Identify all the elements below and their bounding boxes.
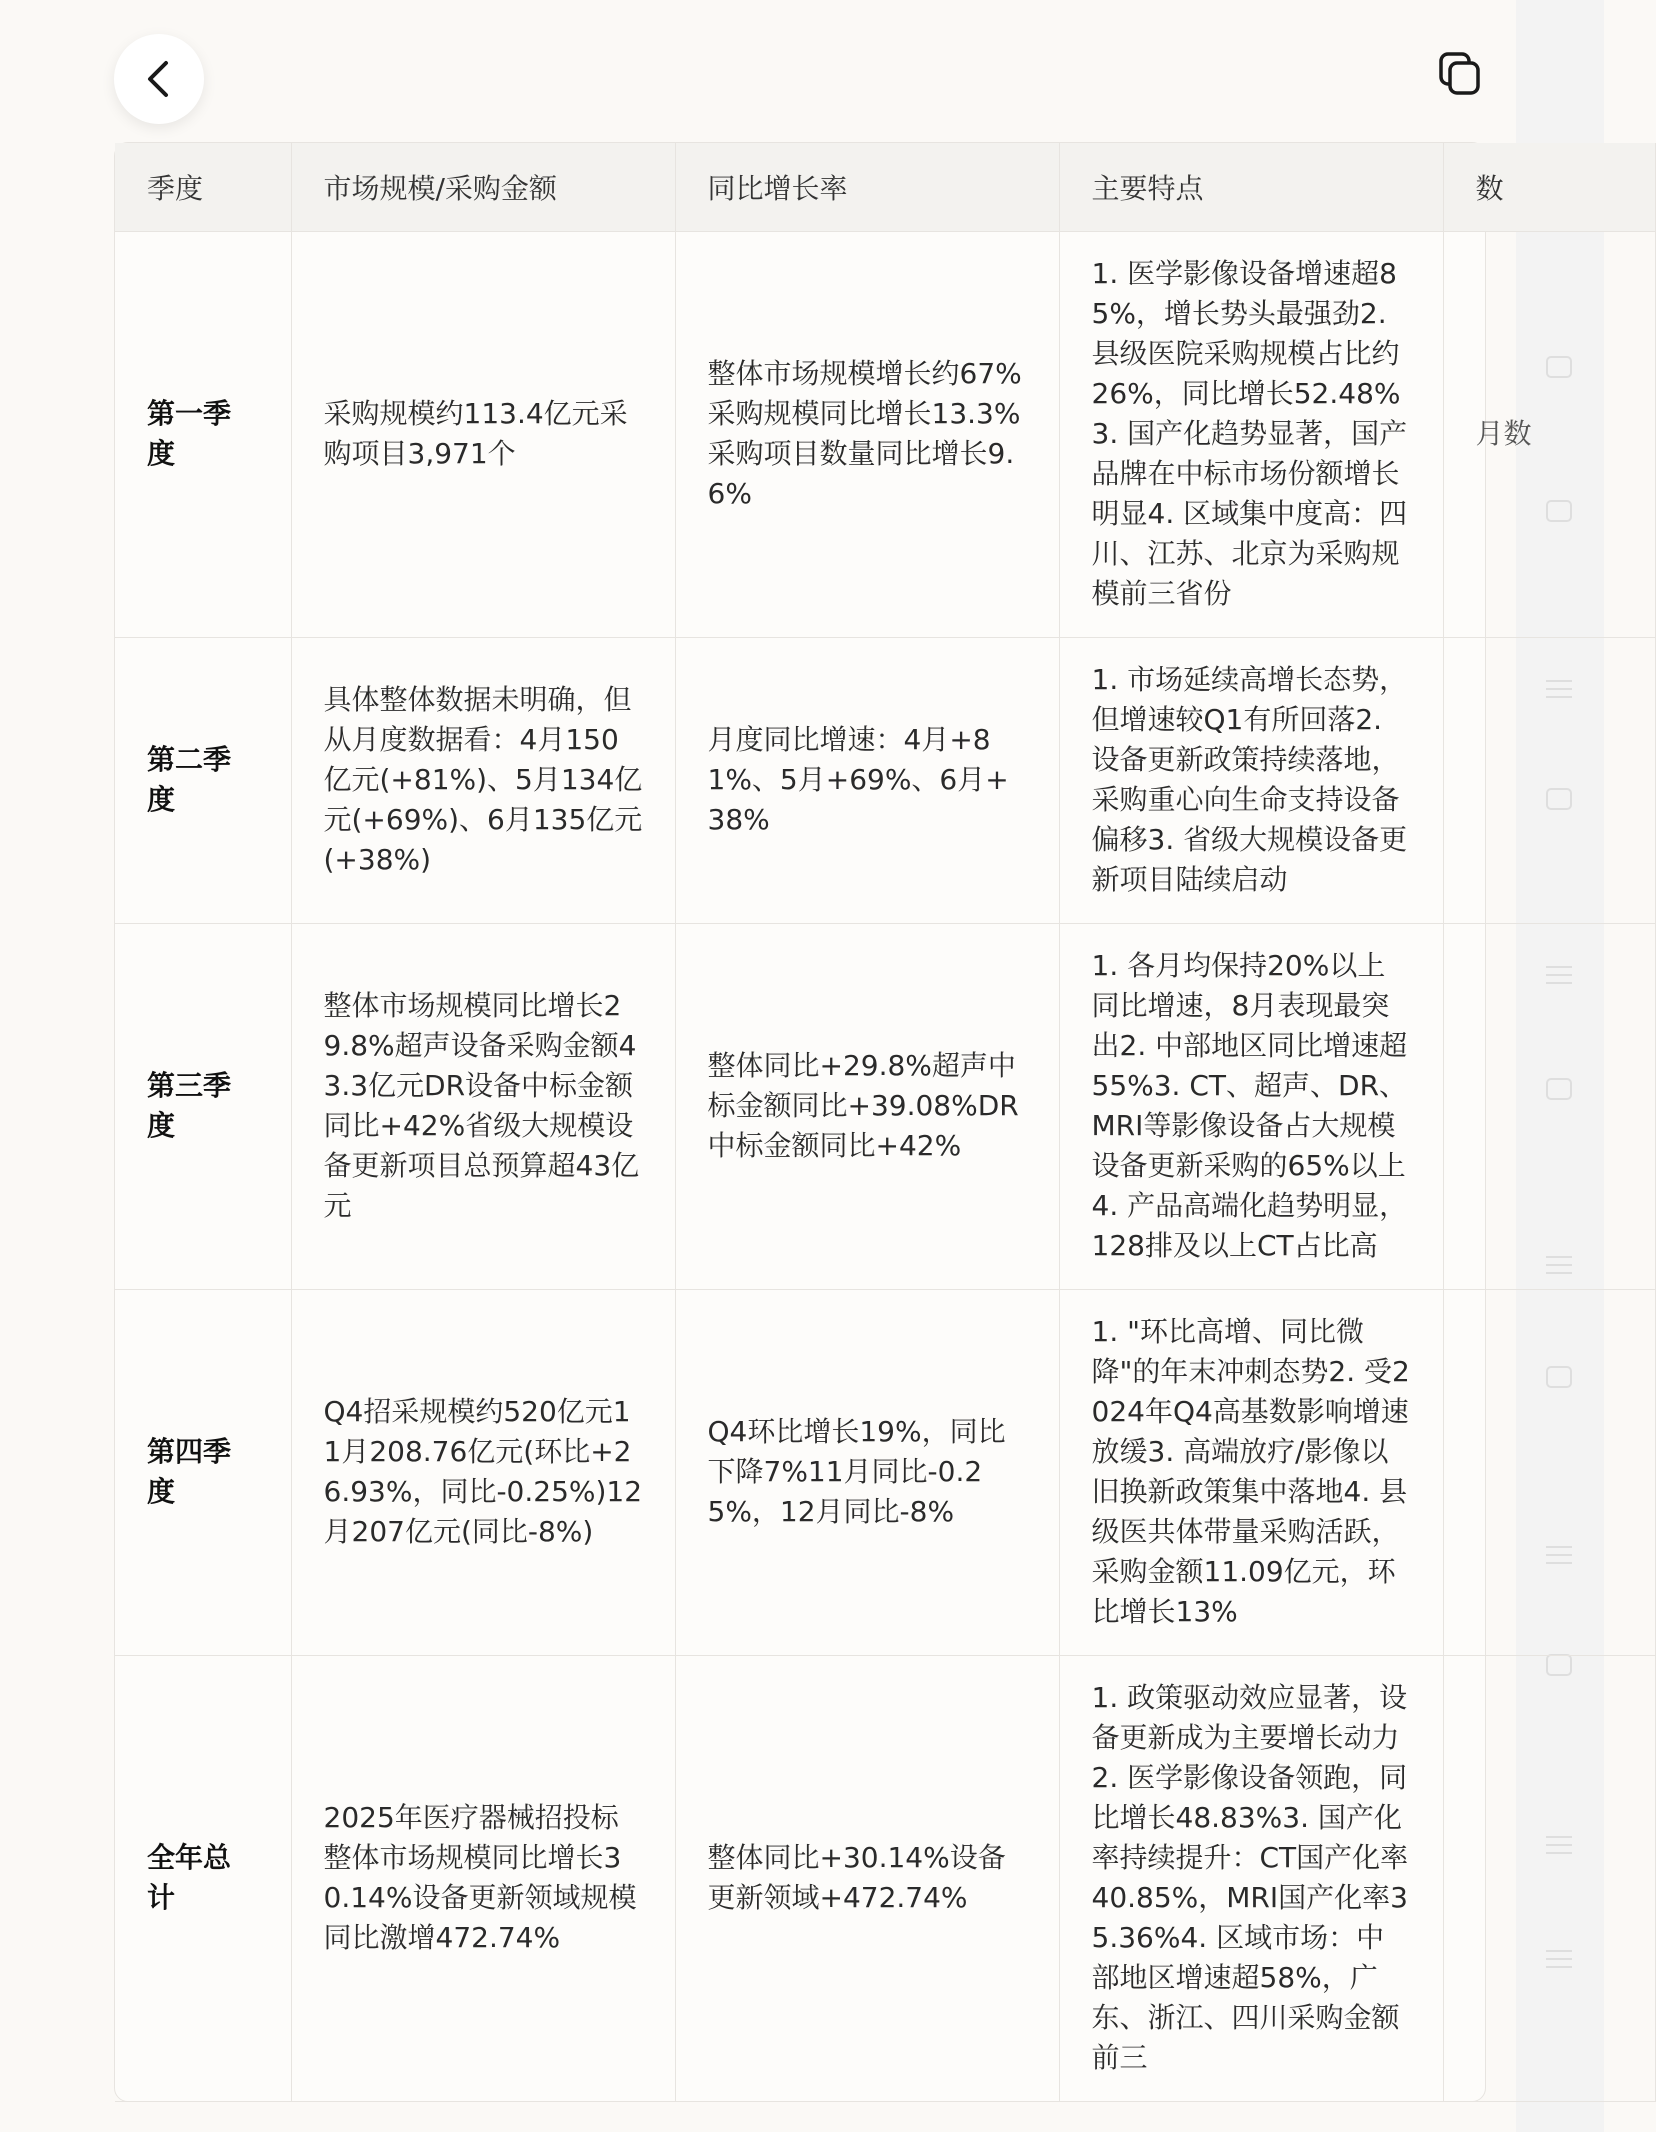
header-features: 主要特点 [1059, 143, 1443, 231]
table-row [115, 1655, 1655, 2101]
extra-cell [1443, 1289, 1655, 1655]
scale-cell: 具体整体数据未明确，但从月度数据看：4月150亿元(+81%)、5月134亿元(+69%)、6月135亿元(+38%) [291, 637, 675, 923]
copy-icon [1437, 50, 1483, 98]
extra-cell [1443, 637, 1655, 923]
quarter-cell: 第一季度 [115, 231, 291, 637]
features-cell: 1. 市场延续高增长态势，但增速较Q1有所回落2. 设备更新政策持续落地，采购重心向生命支持设备偏移3. 省级大规模设备更新项目陆续启动 [1059, 637, 1443, 923]
quarter-cell: 全年总计 [115, 1655, 291, 2101]
growth-cell: 月度同比增速：4月+81%、5月+69%、6月+38% [675, 637, 1059, 923]
table-row [115, 231, 1655, 637]
features-cell: 1. 各月均保持20%以上同比增速，8月表现最突出2. 中部地区同比增速超55%3. CT、超声、DR、MRI等影像设备占大规模设备更新采购的65%以上4. 产品高端化趋势明显，128排及以上CT占比高 [1059, 923, 1443, 1289]
growth-cell: Q4环比增长19%，同比下降7%11月同比-0.25%，12月同比-8% [675, 1289, 1059, 1655]
table-row [115, 637, 1655, 923]
features-cell: 1. "环比高增、同比微降"的年末冲刺态势2. 受2024年Q4高基数影响增速放缓3. 高端放疗/影像以旧换新政策集中落地4. 县级医共体带量采购活跃，采购金额11.09亿元，环比增长13% [1059, 1289, 1443, 1655]
quarter-cell: 第四季度 [115, 1289, 291, 1655]
quarter-cell: 第二季度 [115, 637, 291, 923]
copy-button[interactable] [1430, 44, 1490, 104]
back-button[interactable] [114, 34, 204, 124]
scale-cell: 采购规模约113.4亿元采购项目3,971个 [291, 231, 675, 637]
scale-cell: 整体市场规模同比增长29.8%超声设备采购金额43.3亿元DR设备中标金额同比+42%省级大规模设备更新项目总预算超43亿元 [291, 923, 675, 1289]
extra-cell: 月数 [1443, 231, 1655, 637]
table-row [115, 1289, 1655, 1655]
data-table[interactable] [114, 142, 1532, 2102]
growth-cell: 整体市场规模增长约67%采购规模同比增长13.3%采购项目数量同比增长9.6% [675, 231, 1059, 637]
extra-cell [1443, 923, 1655, 1289]
header-growth: 同比增长率 [675, 143, 1059, 231]
header-scale: 市场规模/采购金额 [291, 143, 675, 231]
extra-cell [1443, 1655, 1655, 2101]
table-header-row [115, 143, 1655, 231]
table-row [115, 923, 1655, 1289]
chevron-left-icon [142, 59, 176, 99]
quarter-cell: 第三季度 [115, 923, 291, 1289]
scale-cell: 2025年医疗器械招投标整体市场规模同比增长30.14%设备更新领域规模同比激增472.74% [291, 1655, 675, 2101]
features-cell: 1. 医学影像设备增速超85%，增长势头最强劲2. 县级医院采购规模占比约26%，同比增长52.48%3. 国产化趋势显著，国产品牌在中标市场份额增长明显4. 区域集中度高：四川、江苏、北京为采购规模前三省份 [1059, 231, 1443, 637]
header-quarter: 季度 [115, 143, 291, 231]
growth-cell: 整体同比+30.14%设备更新领域+472.74% [675, 1655, 1059, 2101]
scale-cell: Q4招采规模约520亿元11月208.76亿元(环比+26.93%，同比-0.25%)12月207亿元(同比-8%) [291, 1289, 675, 1655]
features-cell: 1. 政策驱动效应显著，设备更新成为主要增长动力2. 医学影像设备领跑，同比增长48.83%3. 国产化率持续提升：CT国产化率40.85%，MRI国产化率35.36%4. 区域市场：中部地区增速超58%，广东、浙江、四川采购金额前三 [1059, 1655, 1443, 2101]
header-data-truncated: 数 [1443, 143, 1655, 231]
growth-cell: 整体同比+29.8%超声中标金额同比+39.08%DR中标金额同比+42% [675, 923, 1059, 1289]
